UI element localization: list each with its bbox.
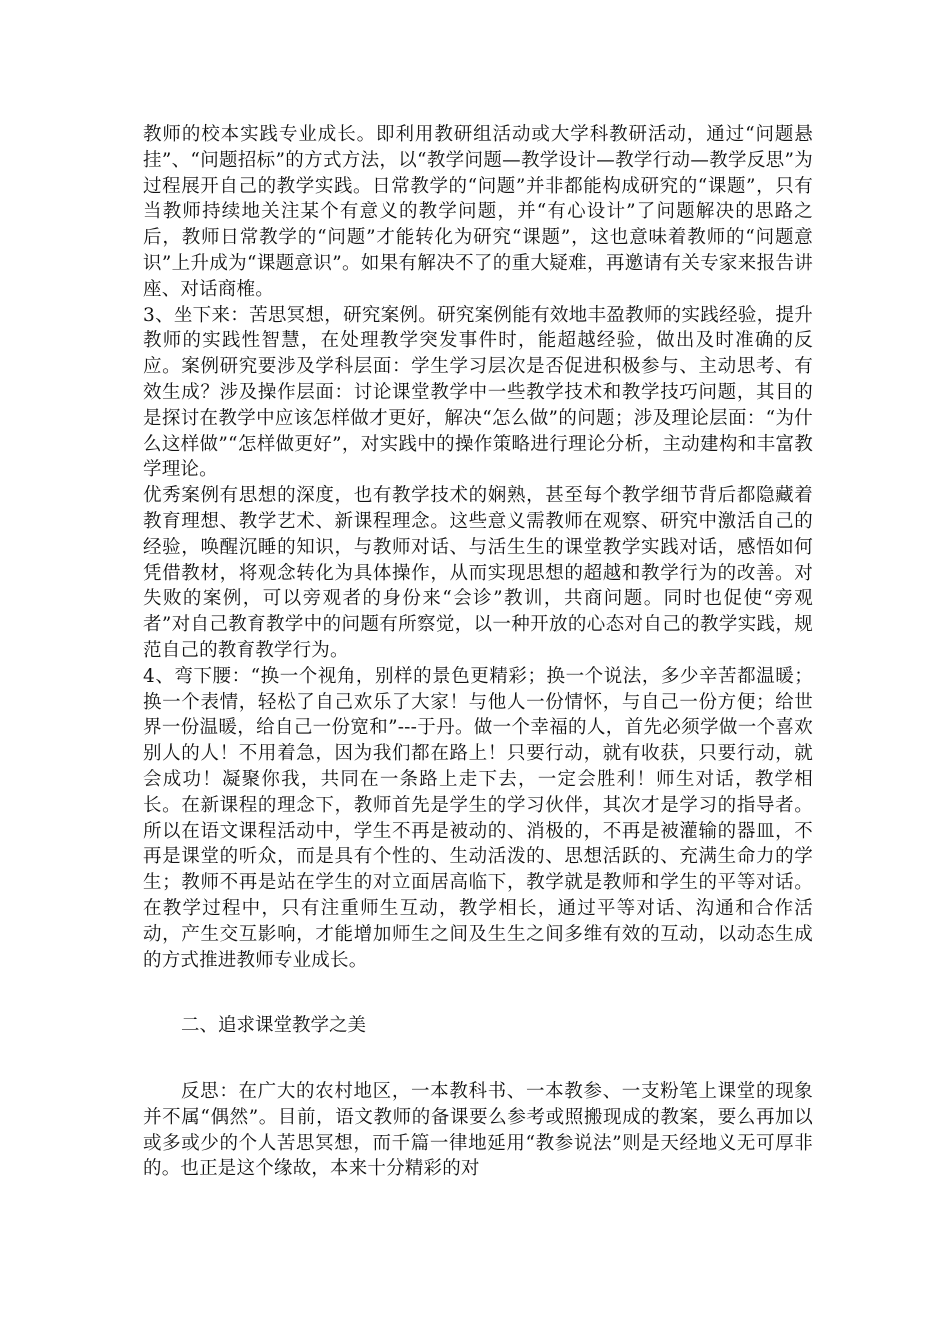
paragraph-excellent-cases: 优秀案例有思想的深度，也有教学技术的娴熟，甚至每个教学细节背后都隐藏着教育理想、教学艺术、新课程理念。这些意义需教师在观察、研究中激活自己的经验，唤醒沉睡的知识，与教师对话、与活生生的课堂教学实践对话，感悟如何凭借教材，将观念转化为具体操作，从而实现思想的超越和教学行为的改善。对失败的案例，可以旁观者的身份来“会诊”教训，共商问题。同时也促使“旁观者”对自己教育教学中的问题有所察觉，以一种开放的心态对自己的教学实践，规范自己的教育教学行为。 xyxy=(143,485,813,661)
document-page xyxy=(143,122,813,1182)
paragraph-reflection: 反思：在广大的农村地区，一本教科书、一本教参、一支粉笔上课堂的现象并不属“偶然”。目前，语文教师的备课要么参考或照搬现成的教案，要么再加以或多或少的个人苦思冥想，而千篇一律地延用“教参说法”则是天经地义无可厚非的。也正是这个缘故，本来十分精彩的对 xyxy=(143,1081,813,1180)
paragraph-sit-down-case-study: 3、坐下来：苦思冥想，研究案例。研究案例能有效地丰盈教师的实践经验，提升教师的实践性智慧，在处理教学突发事件时，能超越经验，做出及时准确的反应。案例研究要涉及学科层面：学生学习层次是否促进积极参与、主动思考、有效生成？涉及操作层面：讨论课堂教学中一些教学技术和教学技巧问题，其目的是探讨在教学中应该怎样做才更好，解决“怎么做”的问题；涉及理论层面：“为什么这样做”“怎样做更好”，对实践中的操作策略进行理论分析，主动建构和丰富教学理论。 xyxy=(143,304,813,481)
paragraph-bend-down: 4、弯下腰：“换一个视角，别样的景色更精彩；换一个说法，多少辛苦都温暖；换一个表情，轻松了自己欢乐了大家！与他人一份情怀，与自己一份方便；给世界一份温暖，给自己一份宽和”---于丹。做一个幸福的人，首先必须学做一个喜欢别人的人！不用着急，因为我们都在路上！只要行动，就有收获，只要行动，就会成功！凝聚你我，共同在一条路上走下去，一定会胜利！师生对话，教学相长。在新课程的理念下，教师首先是学生的学习伙伴，其次才是学习的指导者。所以在语文课程活动中，学生不再是被动的、消极的，不再是被灌输的器皿，不再是课堂的听众，而是具有个性的、生动活泼的、思想活跃的、充满生命力的学生；教师不再是站在学生的对立面居高临下，教学就是教师和学生的平等对话。在教学过程中，只有注重师生互动，教学相长，通过平等对话、沟通和合作活动，产生交互影响，才能增加师生之间及生生之间多维有效的互动，以动态生成的方式推进教师专业成长。 xyxy=(143,665,813,971)
section-heading: 二、追求课堂教学之美 xyxy=(181,1015,367,1037)
paragraph-school-practice: 教师的校本实践专业成长。即利用教研组活动或大学科教研活动，通过“问题悬挂”、“问题招标”的方式方法，以“教学问题—教学设计—教学行动—教学反思”为过程展开自己的教学实践。日常教学的“问题”并非都能构成研究的“课题”，只有当教师持续地关注某个有意义的教学问题，并“有心设计”了问题解决的思路之后，教师日常教学的“问题”才能转化为研究“课题”，这也意味着教师的“问题意识”上升成为“课题意识”。如果有解决不了的重大疑难，再邀请有关专家来报告讲座、对话商榷。 xyxy=(143,124,813,300)
